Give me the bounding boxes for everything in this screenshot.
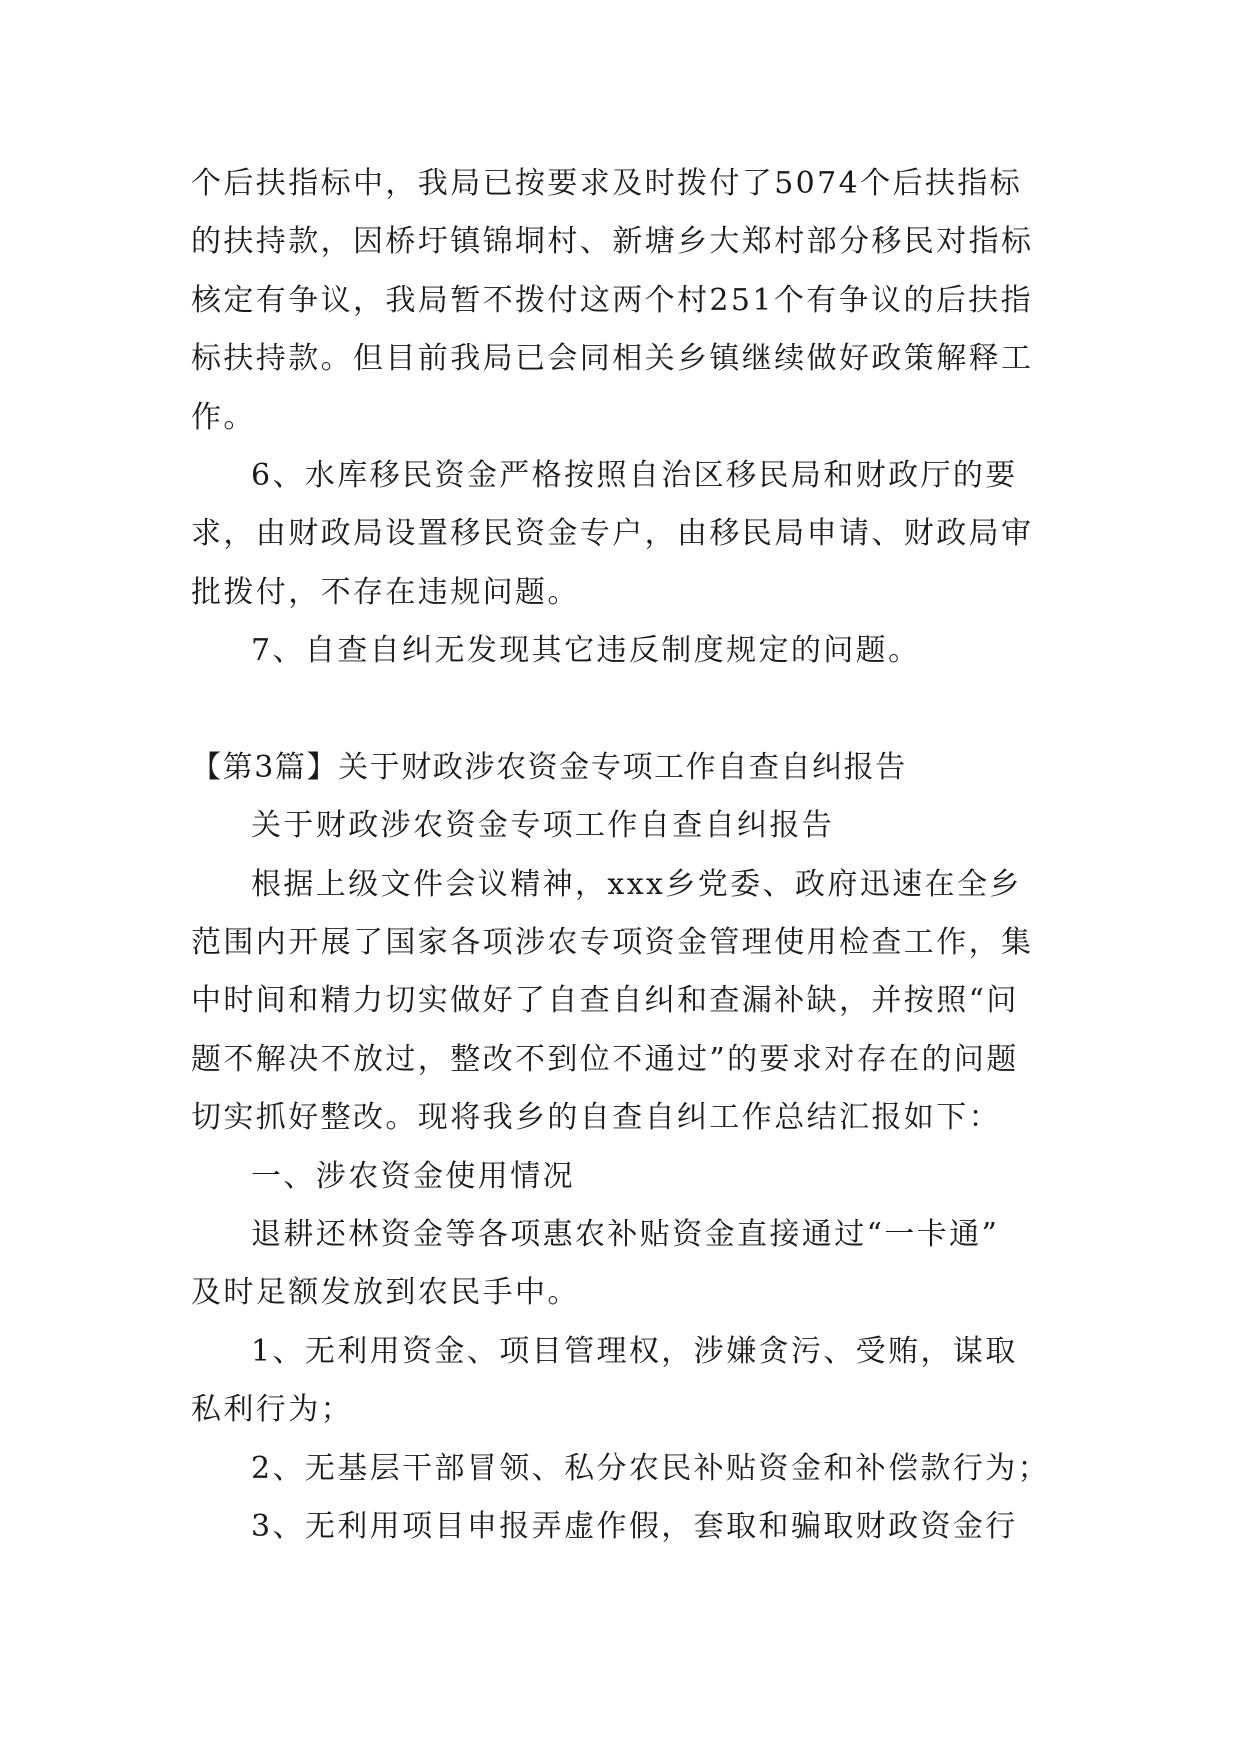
intro-line: 题不解决不放过，整改不到位不通过”的要求对存在的问题: [191, 1041, 1019, 1077]
intro-line: 范围内开展了国家各项涉农专项资金管理使用检查工作，集: [191, 925, 1034, 961]
intro-line: 中时间和精力切实做好了自查自纠和查漏补缺，并按照“问: [191, 983, 1019, 1019]
document-page: [191, 155, 1051, 1556]
text-line: 核定有争议，我局暂不拨付这两个村251个有争议的后扶指: [191, 282, 1034, 318]
section-gap: [191, 681, 1051, 739]
point-1-line: 私利行为；: [191, 1392, 353, 1428]
intro-line: 根据上级文件会议精神，xxx乡党委、政府迅速在全乡: [251, 866, 1022, 902]
subsidy-line: 退耕还林资金等各项惠农补贴资金直接通过“一卡通”: [251, 1217, 1000, 1253]
item-7-line: 7、自查自纠无发现其它违反制度规定的问题。: [251, 633, 921, 669]
section-3-title: 关于财政涉农资金专项工作自查自纠报告: [251, 808, 835, 844]
point-2-line: 2、无基层干部冒领、私分农民补贴资金和补偿款行为；: [251, 1450, 1051, 1486]
item-6-line: 求，由财政局设置移民资金专户，由移民局申请、财政局审: [191, 516, 1034, 552]
point-1-line: 1、无利用资金、项目管理权，涉嫌贪污、受贿，谋取: [251, 1333, 1018, 1369]
text-line: 作。: [191, 399, 256, 435]
text-line: 标扶持款。但目前我局已会同相关乡镇继续做好政策解释工: [191, 341, 1034, 377]
intro-line: 切实抓好整改。现将我乡的自查自纠工作总结汇报如下：: [191, 1100, 1001, 1136]
item-6-line: 6、水库移民资金严格按照自治区移民局和财政厅的要: [251, 457, 1018, 493]
section-3-heading: 【第3篇】关于财政涉农资金专项工作自查自纠报告: [191, 749, 907, 785]
subsidy-line: 及时足额发放到农民手中。: [191, 1275, 580, 1311]
text-line: 个后扶指标中，我局已按要求及时拨付了5074个后扶指标: [191, 166, 1023, 201]
point-3-line: 3、无利用项目申报弄虚作假，套取和骗取财政资金行: [251, 1508, 1018, 1544]
item-6-line: 批拨付，不存在违规问题。: [191, 574, 580, 610]
text-line: 的扶持款，因桥圩镇锦垌村、新塘乡大郑村部分移民对指标: [191, 224, 1034, 260]
subheading-1: 一、涉农资金使用情况: [251, 1158, 575, 1194]
